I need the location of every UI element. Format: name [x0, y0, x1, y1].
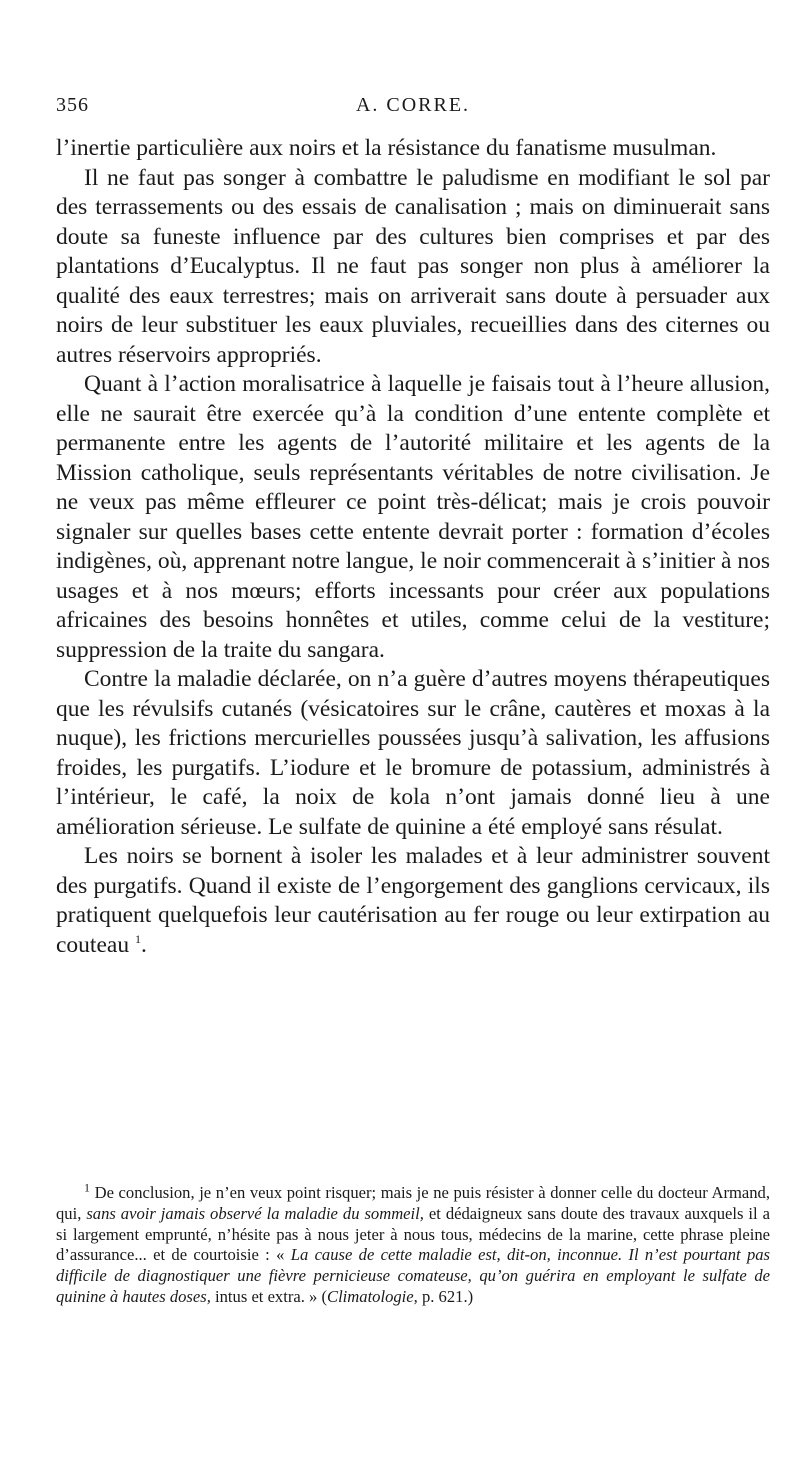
footnote-reference: 1: [134, 931, 141, 946]
footnote-text-7: p. 621.): [417, 1286, 474, 1306]
footnote-marker: 1: [84, 1180, 90, 1195]
paragraph-4: Contre la maladie déclarée, on n’a guère d’autres moyens thérapeutiques que les révulsifs cutanés (vésicatoires sur le crâne, cautères et moxas à la nuque), les frictions mercurielles poussées jusqu’à salivation, les affusions froides, les purgatifs. L’iodure et le bromure de potassium, administrés à l’intérieur, le café, la noix de kola n’ont jamais donné lieu à une amélioration sérieuse. Le sulfate de quinine a été employé sans résulat.: [56, 666, 770, 840]
footnote-text-1: De conclusion, je n’en veux point risquer; mais je ne puis résister à donner celle du docteur Armand, qui,: [56, 1183, 770, 1223]
paragraph-2: Il ne faut pas songer à combattre le paludisme en modifiant le sol par des terrassements ou des essais de canalisation ; mais on diminuerait sans doute sa funeste influence par des cultures bien comprises et par des plantations d’Eucalyptus. Il ne faut pas songer non plus à améliorer la qualité des eaux terrestres; mais on arriverait sans doute à persuader aux noirs de leur substituer les eaux pluviales, recueillies dans des citernes ou autres réservoirs appropriés.: [56, 164, 770, 368]
footnote-text-3: et dédaigneux sans doute des travaux auxquels il a si largement emprunté, n’hésite pas à nous jeter à nous tous, médecins de la marine, cette phrase pleine d’assurance... et de courtoisie : «: [56, 1203, 770, 1265]
paragraph-5-text: Les noirs se bornent à isoler les malades et à leur administrer souvent des purgatifs. Quand il existe de l’engorgement des ganglions cervicaux, ils pratiquent quelquefois leur cautérisation au fer rouge ou leur extirpation au couteau: [56, 843, 770, 958]
footnote-quote: La cause de cette maladie est, dit-on, inconnue. Il n’est pourtant pas difficile de diagnostiquer une fièvre pernicieuse comateuse, qu’on guérira en employant le sulfate de quinine à hautes doses,: [56, 1245, 771, 1306]
paragraph-3: Quant à l’action moralisatrice à laquelle je faisais tout à l’heure allusion, elle ne saurait être exercée qu’à la condition d’une entente complète et permanente entre les agents de l’autorité militaire et les agents de la Mission catholique, seuls représentants véritables de notre civilisation. Je ne veux pas même effleurer ce point très-délicat; mais je crois pouvoir signaler sur quelles bases cette entente devrait porter : formation d’écoles indigènes, où, apprenant notre langue, le noir commencerait à s’initier à nos usages et à nos mœurs; efforts incessants pour créer aux populations africaines des besoins honnêtes et utiles, comme celui de la vestiture; suppression de la traite du sangara.: [56, 371, 770, 663]
footnote-citation-title: Climatologie,: [327, 1286, 418, 1306]
page-number: 356: [56, 94, 89, 116]
paragraph-5: Les noirs se bornent à isoler les malades et à leur administrer souvent des purgatifs. Quand il existe de l’engorgement des ganglions cervicaux, ils pratiquent quelquefois leur cautérisation au fer rouge ou leur extirpation au couteau $^1$.: [56, 843, 770, 958]
running-head: A. CORRE.: [355, 94, 471, 116]
paragraph-1: l’inertie particulière aux noirs et la résistance du fanatisme musulman.: [56, 135, 717, 161]
footnotes: [56, 1180, 771, 1308]
footnote-text-2: sans avoir jamais observé la maladie du sommeil,: [86, 1203, 424, 1223]
footnote-text-5: intus et extra. » (: [210, 1286, 327, 1306]
body-text: [56, 134, 770, 960]
page-header: [56, 94, 770, 120]
footnote-1: [56, 1180, 771, 1308]
